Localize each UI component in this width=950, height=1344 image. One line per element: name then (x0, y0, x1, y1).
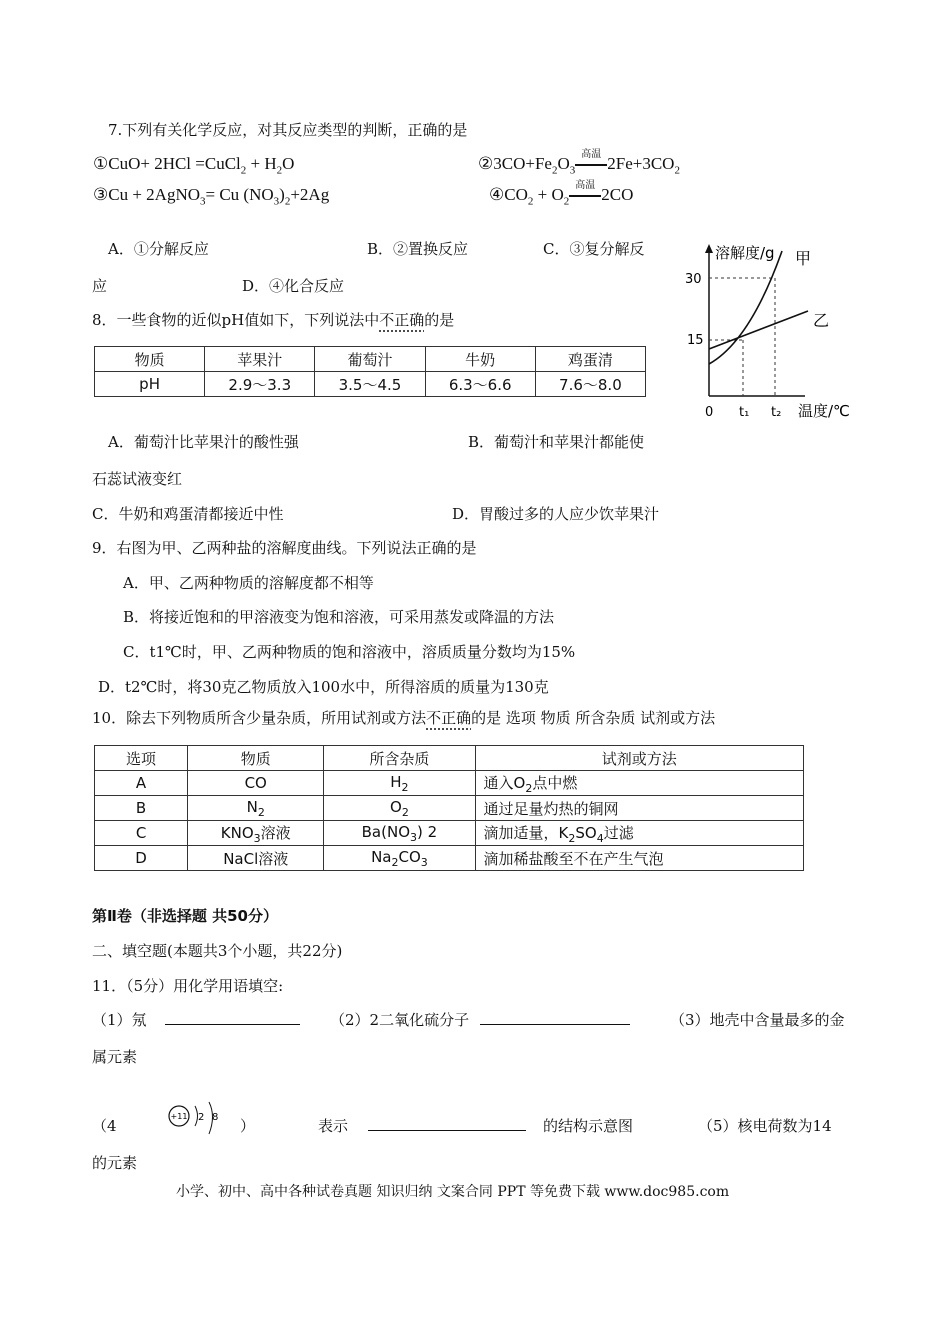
page-footer: 小学、初中、高中各种试卷真题 知识归纳 文案合同 PPT 等免费下载 www.doc985.com (176, 1184, 730, 1200)
q7-equation-2: $②3CO+Fe_2O_3$ 高温 $2Fe+3CO_2$ (478, 149, 680, 177)
ph-table-cell-3: 6.3～6.6 (425, 372, 535, 397)
q8-stem: 8．一些食物的近似pH值如下，下列说法中不正确的是 (92, 311, 455, 329)
table-row: D NaCl溶液 $Na_2CO_3$ 滴加稀盐酸至不在产生气泡 (95, 846, 804, 871)
q8-option-d: D．胃酸过多的人应少饮苹果汁 (452, 505, 660, 523)
ph-table-header-4: 鸡蛋清 (535, 347, 645, 372)
q11-stem: 11．（5分）用化学用语填空: (92, 977, 284, 995)
graph-xlabel: 温度/℃ (798, 402, 850, 420)
svg-text:2: 2 (198, 1112, 205, 1123)
table-row: B $N_2$ $O_2$ 通过足量灼热的铜网 (95, 796, 804, 821)
q8-option-b: B．葡萄汁和苹果汁都能使 (468, 433, 645, 451)
q9-option-d: D．t2℃时，将30克乙物质放入100水中，所得溶质的质量为130克 (98, 678, 549, 696)
q7-option-d: D．④化合反应 (242, 277, 345, 295)
q8-option-c: C．牛奶和鸡蛋清都接近中性 (92, 505, 284, 523)
impurity-header-2: 所含杂质 (324, 746, 475, 771)
table-row: A CO $H_2$ 通入$O_2$点中燃 (95, 771, 804, 796)
q10-stem: 10．除去下列物质所含少量杂质，所用试剂或方法不正确的是 选项 物质 所含杂质 试剂或方法 (92, 709, 716, 727)
q11-part-4-text: 表示 (318, 1117, 349, 1135)
curve-label-jia: 甲 (795, 249, 812, 268)
part2-title: 第Ⅱ卷（非选择题 共50分） (92, 907, 278, 925)
graph-origin: 0 (705, 405, 714, 420)
q8-option-b-cont: 石蕊试液变红 (92, 470, 183, 488)
q11-part-3: （3）地壳中含量最多的金 (670, 1011, 845, 1029)
table-row: C $KNO_3$溶液 $Ba(NO_3)$ 2 滴加适量，$K_2SO_4$过滤 (95, 821, 804, 846)
ph-table-cell-1: 2.9～3.3 (205, 372, 315, 397)
q8-option-a: A．葡萄汁比苹果汁的酸性强 (108, 433, 299, 451)
q7-equation-3: ③Cu + 2AgNO$_3$= Cu $(NO_3)_2+2Ag$ (93, 185, 330, 208)
q7-stem: 7.下列有关化学反应，对其反应类型的判断，正确的是 (108, 121, 468, 139)
q11-part-4-close: ） (240, 1117, 256, 1135)
q7-option-c: C．③复分解反 (543, 240, 645, 258)
q11-part-2: （2）2二氧化硫分子 (330, 1011, 470, 1029)
section-title: 二、填空题(本题共3个小题，共22分) (92, 942, 343, 960)
impurity-header-3: 试剂或方法 (475, 746, 803, 771)
atom-structure-icon (165, 1100, 225, 1140)
q7-option-c-cont: 应 (92, 277, 108, 295)
graph-tick-t1: t₁ (739, 405, 750, 420)
graph-ylabel: 溶解度/g (715, 244, 775, 262)
q9-option-b: B．将接近饱和的甲溶液变为饱和溶液，可采用蒸发或降温的方法 (123, 608, 555, 626)
q9-stem: 9．右图为甲、乙两种盐的溶解度曲线。下列说法正确的是 (92, 539, 477, 557)
q7-equation-1: ①CuO+ 2HCl =CuCl$_2$ + $H_2O$ (93, 154, 295, 177)
q7-option-a: A．①分解反应 (108, 240, 209, 258)
ph-table-cell-0: pH (95, 372, 205, 397)
q11-blank-1[interactable] (165, 1010, 300, 1025)
svg-text:8: 8 (212, 1112, 219, 1123)
ph-table-cell-2: 3.5～4.5 (315, 372, 425, 397)
q9-option-c: C．t1℃时，甲、乙两种物质的饱和溶液中，溶质质量分数均为15% (123, 643, 576, 661)
q11-part-3-cont: 属元素 (92, 1048, 138, 1066)
q9-option-a: A．甲、乙两种物质的溶解度都不相等 (123, 574, 374, 592)
impurity-header-0: 选项 (95, 746, 188, 771)
q7-option-b: B．②置换反应 (367, 240, 469, 258)
q7-equation-4: $④CO_2 + O_2$ 高温 2CO (489, 180, 634, 208)
ph-table-header-0: 物质 (95, 347, 205, 372)
q11-part-1: （1）氖 (92, 1011, 147, 1029)
q11-part-5: （5）核电荷数为14 (698, 1117, 832, 1135)
q11-blank-4[interactable] (368, 1116, 526, 1131)
graph-tick-15: 15 (687, 333, 704, 348)
impurity-header-1: 物质 (188, 746, 324, 771)
svg-text:+11: +11 (170, 1112, 188, 1121)
q11-part-4-tail: 的结构示意图 (543, 1117, 634, 1135)
q11-part-4-open: （4 (92, 1117, 117, 1135)
graph-tick-30: 30 (685, 272, 702, 287)
q11-blank-2[interactable] (480, 1010, 630, 1025)
ph-table-header-2: 葡萄汁 (315, 347, 425, 372)
graph-tick-t2: t₂ (771, 405, 782, 420)
solubility-graph (680, 236, 870, 426)
q11-part-5-cont: 的元素 (92, 1154, 138, 1172)
ph-table-cell-4: 7.6～8.0 (535, 372, 645, 397)
curve-label-yi: 乙 (813, 311, 830, 330)
ph-table-header-3: 牛奶 (425, 347, 535, 372)
ph-table (94, 346, 646, 397)
ph-table-header-1: 苹果汁 (205, 347, 315, 372)
impurity-table (94, 745, 804, 871)
